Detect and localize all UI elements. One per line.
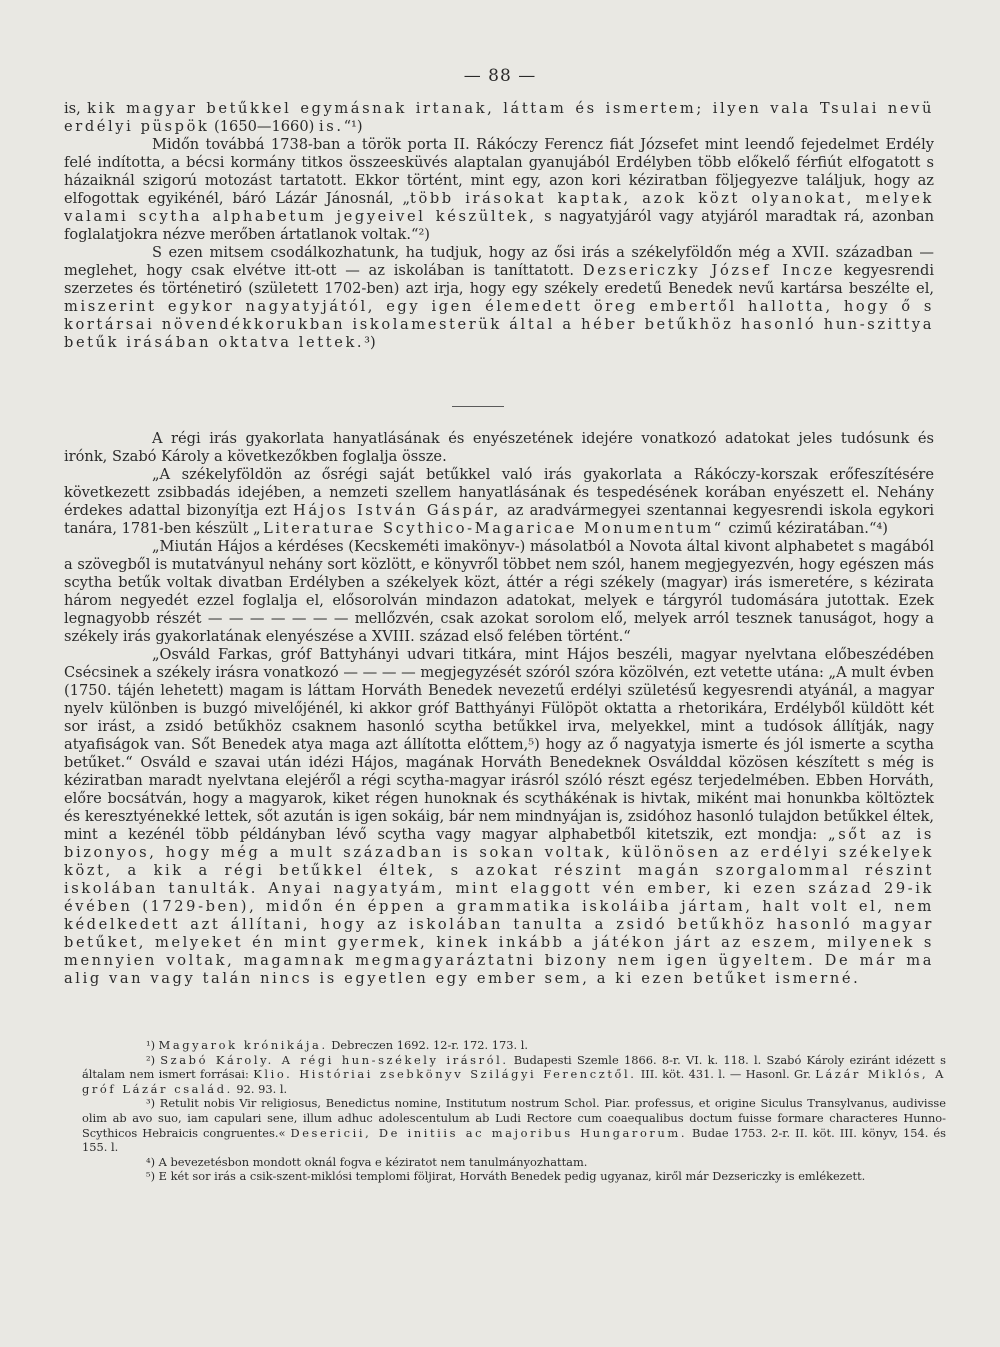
- text-run: S ezen mitsem csodálkozhatunk, ha tudjuk, hogy az ősi irás a székelyföldőn még a XVII. században — meglehet, hogy csak elvétve itt-ott — az iskolában is taníttatott.: [64, 244, 934, 279]
- footnote: [82, 1155, 946, 1170]
- spaced-text: „Literaturae Scythico-Magaricae Monumentum“: [252, 520, 724, 537]
- text-run: is,: [64, 100, 88, 117]
- body-text-upper: [64, 100, 934, 352]
- paragraph: [64, 646, 934, 988]
- paragraph: [64, 430, 934, 466]
- footnote: [82, 1038, 946, 1053]
- spaced-text: több irásokat kaptak, azok közt olyanokat, melyek valami scytha alphabetum jegyeivel készültek,: [64, 190, 934, 225]
- spaced-text: Magyarok krónikája.: [158, 1038, 328, 1052]
- spaced-text: Hájos István Gáspár,: [293, 502, 501, 519]
- footnote: [82, 1169, 946, 1184]
- spaced-text: miszerint egykor nagyatyjától, egy igen élemedett öreg embertől hallotta, hogy ő s kortársai növendékkorukban iskolamesterük által a héber betűkhöz hasonló hun-szittya betűk irásában oktatva lettek.: [64, 298, 934, 351]
- body-text-lower: [64, 430, 934, 988]
- footnotes: [82, 1038, 946, 1184]
- text-run: (1650—1660): [209, 118, 319, 135]
- paragraph: [64, 538, 934, 646]
- spaced-text: Lázár Miklós, A gróf Lázár család.: [82, 1067, 946, 1096]
- text-run: ¹): [146, 1038, 159, 1052]
- text-run: 92. 93. l.: [232, 1081, 288, 1096]
- text-run: „Osváld Farkas, gróf Battyhányi udvari titkára, mint Hájos beszéli, magyar nyelvtana előbeszédében Csécsinek a székely irásra vonatkozó — — — — megjegyzését szóról szóra közölvén, ezt vetette utána: „A mult évben (1750. tájén lehetett) magam is láttam Horváth Benedek nevezetű erdélyi születésű kegyesrendi atyánál, a magyar nyelv különben is buzgó mivelőjénél, ki akkor gróf Batthyányi Fülöpöt oktatta a rhetorikára, Erdélyből küldött két sor irást, a zsidó betűkhöz csaknem hasonló scytha betűkkel irva, melyekkel, mint a tudósok állítják, nagy atyafiságok van. Sőt Benedek atya maga azt állította előttem,⁵) hogy az ő nagyatyja ismerte és jól ismerte a scytha betűket.“ Osváld e szavai után idézi Hájos, magának Horváth Benedeknek Osválddal közösen készített s még is kéziratban maradt nyelvtana elejéről a régi scytha-magyar irásról szóló részt egész terjedelmében. Ebben Horváth, előre bocsátván, hogy a magyarok, kiket régen hunoknak és scythákénak is hivtak, miként mai honunkba költöztek és keresztyénekké lettek, sőt azután is igen sokáig, bár nem mindnyájan is, zsidóhoz hasonló tulajdon betűkkel éltek, mint a kezénél több példányban lévő scytha vagy magyar alphabetből kitetszik, ezt mondja:: [64, 646, 934, 843]
- text-run: „A székelyföldön az ősrégi saját betűkkel való irás gyakorlata a Rákóczy-korszak erőfeszítésére következett zsibbadás idejében, a nemzeti szellem hanyatlásának és tespedésének korában enyészett el. Nehány érdekes adattal bizonyítja ezt: [64, 466, 934, 519]
- text-run: s nagyatyjáról vagy atyjáról maradtak rá, azonban foglalatjokra nézve merőben ártatlanok voltak.“²): [64, 208, 934, 243]
- text-run: ³): [364, 334, 376, 351]
- spaced-text: Desericii, De initiis ac majoribus Hungarorum.: [290, 1125, 688, 1140]
- spaced-text: kik magyar betűkkel egymásnak irtanak, láttam és ismertem; ilyen vala Tsulai nevü erdélyi püspök: [64, 100, 934, 135]
- text-run: czimű kéziratában.“⁴): [723, 520, 888, 537]
- text-run: kegyesrendi szerzetes és történetiró (született 1702-ben) azt irja, hogy egy székely eredetű Benedek nevű kartársa beszélte el,: [64, 262, 934, 297]
- text-run: ³) Retulit nobis Vir religiosus, Benedictus nomine, Institutum nostrum Schol. Piar. professus, et origine Siculus Transylvanus, audivisse olim ab avo suo, iam capulari sene, illum adhuc adolescentulum ab Ludi Rectore cum coaequalibus doctum fuisse formare characteres Hunno-Scythicos Hebraicis congruentes.«: [82, 1096, 946, 1140]
- footnote: [82, 1096, 946, 1154]
- page-number: — 88 —: [463, 66, 537, 86]
- text-run: A régi irás gyakorlata hanyatlásának és enyészetének idejére vonatkozó adatokat jeles tudósunk és irónk, Szabó Károly a következőkben foglalja össze.: [64, 430, 934, 465]
- text-run: Midőn továbbá 1738-ban a török porta II. Rákóczy Ferencz fiát Józsefet mint leendő fejedelmet Erdély felé indította, a bécsi kormány titkos összeesküvés alaptalan gyanujából Erdélyben több előkelő férfiút elfogatott s házaiknál szigorú motozást tartatott. Ekkor történt, mint egy, azon kori kéziratban följegyezve találjuk, hogy az elfogottak egyikénél, báró Lázár Jánosnál, „: [64, 136, 934, 207]
- paragraph: [64, 136, 934, 244]
- text-run: Budapesti Szemle 1866. 8-r. VI. k. 118. l. Szabó Károly eziránt idézett s általam nem ismert forrásai:: [82, 1052, 946, 1082]
- text-run: ⁴) A bevezetésbon mondott oknál fogva e kéziratot nem tanulmányozhattam.: [146, 1154, 588, 1169]
- footnote: [82, 1053, 946, 1097]
- text-run: “¹): [343, 118, 363, 135]
- text-run: az aradvármegyei szentannai kegyesrendi iskola egykori tanára, 1781-ben készült: [64, 502, 934, 537]
- text-run: ²): [146, 1052, 161, 1067]
- spaced-text: is.: [318, 118, 344, 135]
- text-run: Budae 1753. 2-r. II. köt. III. könyv, 154. és 155. l.: [82, 1125, 947, 1155]
- text-run: ⁵) E két sor irás a csik-szent-miklósi templomi följirat, Horváth Benedek pedig ugyanaz, kiről már Dezsericzky is emlékezett.: [146, 1169, 866, 1184]
- spaced-text: Klio. Históriai zsebkönyv Szilágyi Ferencztől.: [253, 1067, 637, 1082]
- text-run: „Miután Hájos a kérdéses (Kecskeméti imakönyv-) másolatból a Novota által kivont alphabetet s magából a szövegből is mutatványul nehány sort közlött, e könyvről többet nem szól, hanem megjegyezvén, hogy egészen más scytha betűk voltak divatban Erdélyben a székelyek közt, áttér a régi székely (magyar) irás ismeretére, s kézirata három negyedét ezzel foglalja el, elősorolván mindazon adatokat, melyek e tárgyról tudomására jutottak. Ezek legnagyobb részét — — — — — — — mellőzvén, csak azokat sorolom elő, melyek arról tesznek tanuságot, hogy a székely irás gyakorlatának elenyészése a XVIII. század első felében történt.“: [64, 538, 934, 645]
- paragraph: [64, 466, 934, 538]
- paragraph: [64, 244, 934, 352]
- text-run: Debreczen 1692. 12-r. 172. 173. l.: [327, 1038, 528, 1052]
- spaced-text: Szabó Károly. A régi hun-székely irásról.: [160, 1052, 509, 1067]
- section-divider: [452, 406, 504, 407]
- spaced-text: „sőt az is bizonyos, hogy még a mult században is sokan voltak, különösen az erdélyi székelyek közt, a kik a régi betűkkel éltek, s azokat részint magán szorgalommal részint iskolában tanulták. Anyai nagyatyám, mint elaggott vén ember, ki ezen század 29-ik évében (1729-ben), midőn én éppen a grammatika iskoláiba jártam, halt volt el, nem kédelkedett azt állítani, hogy az iskolában tanulta a zsidó betűkhöz hasonló magyar betűket, melyeket én mint gyermek, kinek inkább a játékon járt az eszem, milyenek s mennyien voltak, magamnak megmagyaráztatni bizony nem igen ügyeltem. De már ma alig van vagy talán nincs is egyetlen egy ember sem, a ki ezen betűket ismerné.: [64, 826, 934, 987]
- paragraph: [64, 100, 934, 136]
- text-run: III. köt. 431. l. — Hasonl. Gr.: [636, 1067, 816, 1082]
- spaced-text: Dezsericzky József Incze: [582, 262, 836, 279]
